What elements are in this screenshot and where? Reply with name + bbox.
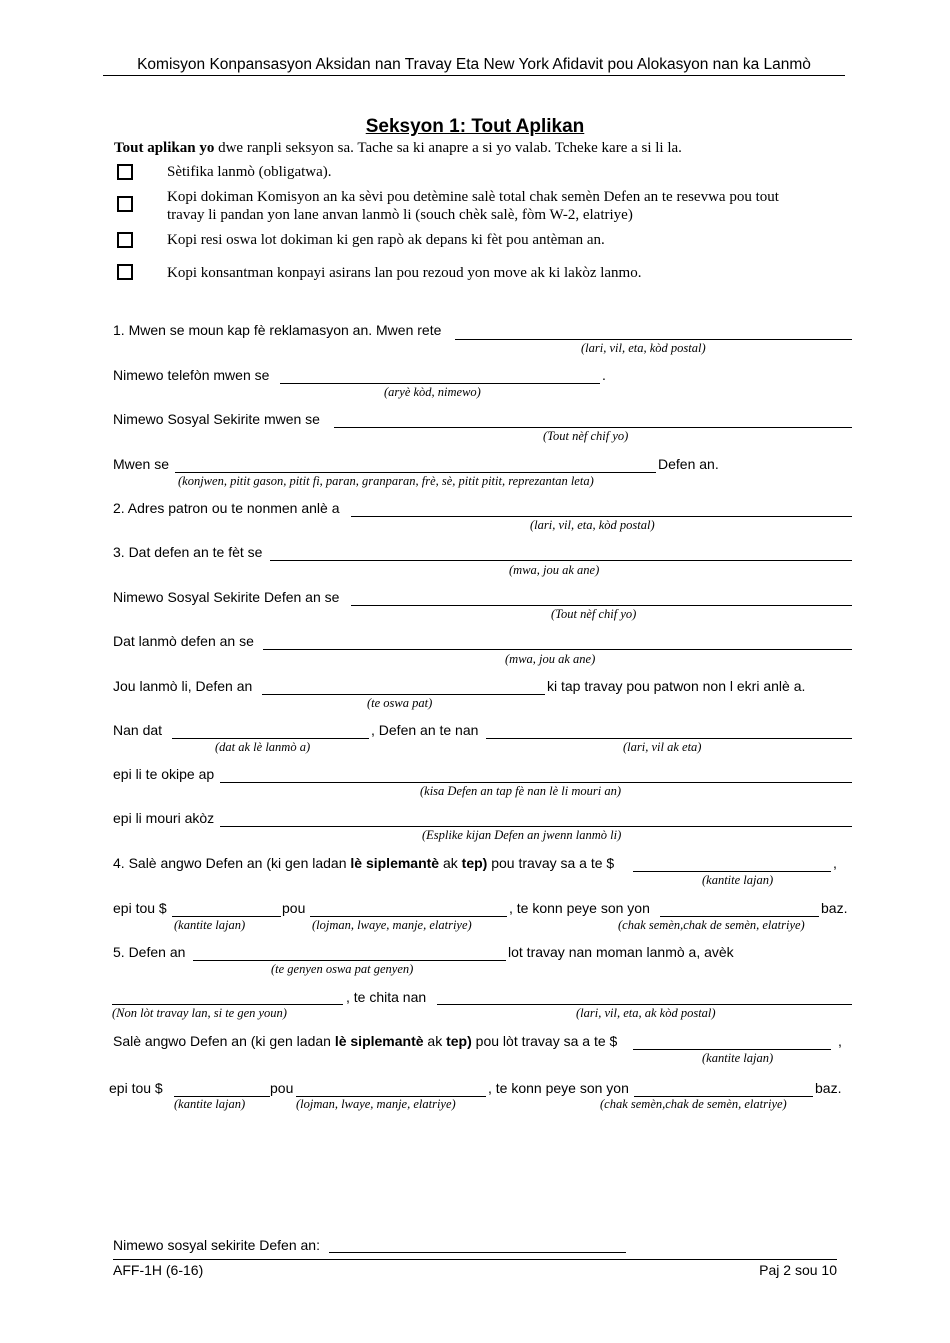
wage-amount-field[interactable]	[633, 854, 831, 872]
checklist-item-funeral-receipts: Kopi resi oswa lot dokiman ki gen rapò ak depans ki fèt pou antèman an.	[167, 232, 605, 248]
employer-address-hint: (lari, vil, eta, kòd postal)	[530, 518, 655, 532]
checkbox-funeral-receipts[interactable]	[117, 232, 133, 248]
death-datetime-hint: (dat ak lè lanmò a)	[215, 740, 311, 754]
checklist-item-wage-documents-cont: travay li pandan yon lane anvan lanmò li (souch chèk salè, fòm W-2, elatriye)	[167, 207, 633, 223]
birth-date-hint: (mwa, jou ak ane)	[509, 563, 600, 577]
phone-hint: (aryè kòd, nimewo)	[384, 385, 481, 399]
page-number: Paj 2 sou 10	[759, 1262, 837, 1278]
footer-ssn-field[interactable]	[329, 1235, 626, 1253]
death-date-hint: (mwa, jou ak ane)	[505, 652, 596, 666]
other-job-address-line	[437, 1004, 852, 1005]
other-wage-amount-hint: (kantite lajan)	[702, 1051, 774, 1065]
other-extra-type-hint: (lojman, lwaye, manje, elatriye)	[296, 1097, 456, 1111]
death-date-field[interactable]	[263, 632, 852, 650]
other-pay-frequency-field[interactable]	[634, 1079, 813, 1097]
extra-amount-line	[172, 916, 281, 917]
pay-frequency-field[interactable]	[660, 899, 819, 917]
footer-ssn-label: Nimewo sosyal sekirite Defen an:	[113, 1237, 320, 1253]
extra-amount-field[interactable]	[172, 899, 281, 917]
checkbox-wage-documents[interactable]	[117, 196, 133, 212]
death-place-line	[486, 738, 852, 739]
birth-date-line	[270, 560, 852, 561]
q4-post: pou travay sa a te $	[487, 855, 615, 871]
wage-comma: ,	[833, 855, 837, 871]
intro-text	[114, 140, 682, 157]
was-working-line	[262, 694, 545, 695]
other-extra-amount-field[interactable]	[174, 1079, 270, 1097]
relationship-suffix: Defen an.	[658, 456, 719, 472]
extra-amount-label: epi tou $	[113, 900, 167, 916]
q5-label: 5. Defen an	[113, 944, 186, 960]
form-code: AFF-1H (6-16)	[113, 1262, 204, 1278]
relationship-line	[175, 472, 656, 473]
q5-suffix: lot travay nan moman lanmò a, avèk	[508, 944, 734, 960]
q4-bold-tips: tep)	[461, 855, 488, 871]
header-rule	[103, 75, 845, 76]
other-baz-label: baz.	[815, 1080, 842, 1096]
relationship-field[interactable]	[175, 455, 656, 473]
claimant-ssn-line	[334, 427, 852, 428]
other-job-address-hint: (lari, vil, eta, ak kòd postal)	[576, 1006, 716, 1020]
other-job-line	[193, 960, 506, 961]
relationship-hint: (konjwen, pitit gason, pitit fi, paran, granparan, frè, sè, pitit pitit, reprezantan leta)	[178, 474, 594, 488]
cause-label: epi li mouri akòz	[113, 810, 215, 826]
was-working-hint: (te oswa pat)	[367, 696, 433, 710]
intro-bold: Tout aplikan yo	[114, 140, 215, 156]
checkbox-death-certificate[interactable]	[117, 164, 133, 180]
q4-label	[113, 855, 614, 871]
extra-amount-hint: (kantite lajan)	[174, 918, 246, 932]
cause-hint: (Esplike kijan Defen an jwenn lanmò li)	[422, 828, 622, 842]
other-wage-amount-line	[633, 1049, 831, 1050]
claimant-address-field[interactable]	[455, 322, 852, 340]
activity-line	[220, 782, 852, 783]
death-place-hint: (lari, vil ak eta)	[623, 740, 702, 754]
phone-period: .	[602, 367, 606, 383]
checklist-item-wage-documents: Kopi dokiman Komisyon an ka sèvi pou detèmine salè total chak semèn Defen an te resevwa pou tout	[167, 189, 779, 205]
deceased-ssn-line	[351, 605, 852, 606]
other-extra-amount-hint: (kantite lajan)	[174, 1097, 246, 1111]
q3-label: 3. Dat defen an te fèt se	[113, 544, 263, 560]
other-wage-label	[113, 1033, 617, 1049]
other-job-name-field[interactable]	[112, 987, 343, 1005]
ssn-label: Nimewo Sosyal Sekirite mwen se	[113, 411, 320, 427]
extra-type-line	[310, 916, 507, 917]
activity-hint: (kisa Defen an tap fè nan lè li mouri an)	[420, 784, 622, 798]
day-of-death-suffix: ki tap travay pou patwon non l ekri anlè a.	[547, 678, 806, 694]
document-header: Komisyon Konpansasyon Aksidan nan Travay Eta New York Afidavit pou Alokasyon nan ka Lanmò	[137, 56, 811, 73]
section-title: Seksyon 1: Tout Aplikan	[365, 116, 585, 137]
claimant-address-line	[455, 339, 852, 340]
footer-ssn-line	[329, 1252, 626, 1253]
relationship-label: Mwen se	[113, 456, 170, 472]
other-bold-overtime: lè siplemantè	[334, 1033, 424, 1049]
activity-label: epi li te okipe ap	[113, 766, 215, 782]
claimant-ssn-hint: (Tout nèf chif yo)	[543, 429, 629, 443]
death-datetime-line	[172, 738, 369, 739]
death-place-field[interactable]	[486, 721, 852, 739]
other-wage-comma: ,	[838, 1033, 842, 1049]
phone-label: Nimewo telefòn mwen se	[113, 367, 270, 383]
footer-rule	[113, 1259, 837, 1260]
other-pou-label: pou	[270, 1080, 294, 1096]
other-wage-amount-field[interactable]	[633, 1032, 831, 1050]
other-pay-frequency-label: , te konn peye son yon	[488, 1080, 629, 1096]
death-place-label: , Defen an te nan	[371, 722, 479, 738]
employer-address-line	[351, 516, 852, 517]
checklist-item-insurance-consent: Kopi konsantman konpayi asirans lan pou rezoud yon move ak ki lakòz lanmo.	[167, 265, 642, 281]
birth-date-field[interactable]	[270, 543, 852, 561]
q1-label: 1. Mwen se moun kap fè reklamasyon an. Mwen rete	[113, 322, 442, 338]
chita-label: , te chita nan	[346, 989, 427, 1005]
pay-frequency-hint: (chak semèn,chak de semèn, elatriye)	[618, 918, 805, 932]
checklist-item-death-certificate: Sètifika lanmò (obligatwa).	[167, 164, 332, 180]
other-pay-frequency-hint: (chak semèn,chak de semèn, elatriye)	[600, 1097, 787, 1111]
extra-pou-label: pou	[282, 900, 306, 916]
q4-pre: 4. Salè angwo Defen an (ki gen ladan	[113, 855, 351, 871]
deceased-ssn-field[interactable]	[351, 588, 852, 606]
q4-bold-overtime: lè siplemantè	[350, 855, 440, 871]
other-job-name-hint: (Non lòt travay lan, si te gen youn)	[112, 1006, 287, 1020]
extra-type-field[interactable]	[310, 899, 507, 917]
claimant-address-hint: (lari, vil, eta, kòd postal)	[581, 341, 706, 355]
other-mid: ak	[423, 1033, 447, 1049]
other-extra-amount-label: epi tou $	[109, 1080, 163, 1096]
pay-frequency-label: , te konn peye son yon	[509, 900, 650, 916]
deceased-ssn-hint: (Tout nèf chif yo)	[551, 607, 637, 621]
employer-address-field[interactable]	[351, 499, 852, 517]
other-bold-tips: tep)	[446, 1033, 472, 1049]
baz-label: baz.	[821, 900, 848, 916]
q4-mid: ak	[439, 855, 462, 871]
deceased-ssn-label: Nimewo Sosyal Sekirite Defen an se	[113, 589, 340, 605]
checkbox-insurance-consent[interactable]	[117, 264, 133, 280]
other-pre: Salè angwo Defen an (ki gen ladan	[113, 1033, 335, 1049]
other-extra-type-field[interactable]	[296, 1079, 486, 1097]
other-job-field[interactable]	[193, 943, 506, 961]
intro-rest: dwe ranpli seksyon sa. Tache sa ki anapre a si yo valab. Tcheke kare a si li la.	[214, 140, 682, 156]
was-working-field[interactable]	[262, 677, 545, 695]
death-date-label: Dat lanmò defen an se	[113, 633, 254, 649]
wage-amount-line	[633, 871, 831, 872]
extra-type-hint: (lojman, lwaye, manje, elatriye)	[312, 918, 472, 932]
other-job-hint: (te genyen oswa pat genyen)	[271, 962, 414, 976]
other-job-name-line	[112, 1004, 343, 1005]
pay-frequency-line	[660, 916, 819, 917]
day-of-death-label: Jou lanmò li, Defen an	[113, 678, 253, 694]
other-post: pou lòt travay sa a te $	[471, 1033, 618, 1049]
death-date-line	[263, 649, 852, 650]
other-job-address-field[interactable]	[437, 987, 852, 1005]
q2-label: 2. Adres patron ou te nonmen anlè a	[113, 500, 340, 516]
nan-dat-label: Nan dat	[113, 722, 163, 738]
cause-line	[220, 826, 852, 827]
phone-line	[280, 383, 600, 384]
wage-amount-hint: (kantite lajan)	[702, 873, 774, 887]
death-datetime-field[interactable]	[172, 721, 369, 739]
